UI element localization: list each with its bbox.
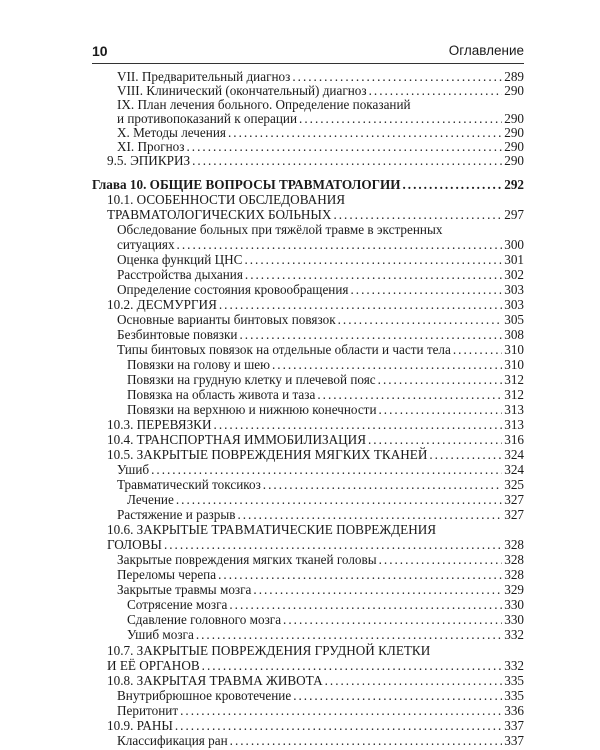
toc-entry[interactable]: Лечение ..... 327 bbox=[127, 493, 524, 507]
toc-entry[interactable]: ТРАВМАТОЛОГИЧЕСКИХ БОЛЬНЫХ ..... 297 bbox=[107, 208, 524, 222]
toc-entry[interactable]: Повязки на грудную клетку и плечевой пояс ..... 312 bbox=[127, 373, 524, 387]
toc-entry[interactable]: 10.9. РАНЫ ..... 337 bbox=[107, 719, 524, 733]
toc-entry[interactable]: Безбинтовые повязки ..... 308 bbox=[117, 328, 524, 342]
toc-entry[interactable]: Расстройства дыхания ..... 302 bbox=[117, 268, 524, 282]
toc-entry[interactable]: 10.8. ЗАКРЫТАЯ ТРАВМА ЖИВОТА ..... 335 bbox=[107, 674, 524, 688]
toc-entry[interactable]: VII. Предварительный диагноз ..... 289 bbox=[117, 70, 524, 84]
toc-entry[interactable]: Закрытые повреждения мягких тканей головы ..... 328 bbox=[117, 553, 524, 567]
toc-entry[interactable]: Определение состояния кровообращения ..... 303 bbox=[117, 283, 524, 297]
toc-entry[interactable]: Внутрибрюшное кровотечение ..... 335 bbox=[117, 689, 524, 703]
toc-entry[interactable]: и противопоказаний к операции ..... 290 bbox=[117, 112, 524, 126]
toc-entry[interactable]: X. Методы лечения ..... 290 bbox=[117, 126, 524, 140]
toc-entry[interactable]: Повязка на область живота и таза ..... 312 bbox=[127, 388, 524, 402]
toc-entry[interactable]: 10.6. ЗАКРЫТЫЕ ТРАВМАТИЧЕСКИЕ ПОВРЕЖДЕНИЯ bbox=[107, 522, 437, 537]
toc-entry[interactable]: Обследование больных при тяжёлой травме в экстренных bbox=[117, 222, 443, 237]
toc-entry[interactable]: И ЕЁ ОРГАНОВ ..... 332 bbox=[107, 659, 524, 673]
toc-entry[interactable]: 10.5. ЗАКРЫТЫЕ ПОВРЕЖДЕНИЯ МЯГКИХ ТКАНЕЙ ..... 324 bbox=[107, 448, 524, 462]
toc-entry[interactable]: Типы бинтовых повязок на отдельные области и части тела ..... 310 bbox=[117, 343, 524, 357]
toc-chapter-entry[interactable]: Глава 10. ОБЩИЕ ВОПРОСЫ ТРАВМАТОЛОГИИ ..... 292 bbox=[92, 178, 524, 192]
toc-entry[interactable]: Сотрясение мозга ..... 330 bbox=[127, 598, 524, 612]
toc-entry[interactable]: 10.2. ДЕСМУРГИЯ ..... 303 bbox=[107, 298, 524, 312]
toc-entry[interactable]: 10.1. ОСОБЕННОСТИ ОБСЛЕДОВАНИЯ bbox=[107, 192, 346, 207]
toc-entry[interactable]: Сдавление головного мозга ..... 330 bbox=[127, 613, 524, 627]
toc-entry[interactable]: 10.3. ПЕРЕВЯЗКИ ..... 313 bbox=[107, 418, 524, 432]
page-header bbox=[92, 40, 524, 62]
toc-entry[interactable]: Основные варианты бинтовых повязок ..... 305 bbox=[117, 313, 524, 327]
toc-entry[interactable]: Повязки на верхнюю и нижнюю конечности ..... 313 bbox=[127, 403, 524, 417]
toc-entry[interactable]: Оценка функций ЦНС ..... 301 bbox=[117, 253, 524, 267]
toc-entry[interactable]: Классификация ран ..... 337 bbox=[117, 734, 524, 748]
toc-entry[interactable]: XI. Прогноз ..... 290 bbox=[117, 140, 524, 154]
toc-entry[interactable]: Травматический токсикоз ..... 325 bbox=[117, 478, 524, 492]
toc-entry[interactable]: Растяжение и разрыв ..... 327 bbox=[117, 508, 524, 522]
running-title: Оглавление bbox=[448, 43, 524, 58]
header-rule bbox=[92, 63, 524, 64]
page-number: 10 bbox=[92, 43, 108, 59]
toc-entry[interactable]: ГОЛОВЫ ..... 328 bbox=[107, 538, 524, 552]
toc-entry[interactable]: 10.7. ЗАКРЫТЫЕ ПОВРЕЖДЕНИЯ ГРУДНОЙ КЛЕТКИ bbox=[107, 643, 431, 658]
toc-entry[interactable]: Переломы черепа ..... 328 bbox=[117, 568, 524, 582]
toc-entry[interactable]: IX. План лечения больного. Определение показаний bbox=[117, 97, 411, 112]
toc-entry[interactable]: Ушиб ..... 324 bbox=[117, 463, 524, 477]
toc-entry[interactable]: Закрытые травмы мозга ..... 329 bbox=[117, 583, 524, 597]
toc-entry[interactable]: Повязки на голову и шею ..... 310 bbox=[127, 358, 524, 372]
toc-entry[interactable]: Перитонит ..... 336 bbox=[117, 704, 524, 718]
toc-entry[interactable]: 9.5. ЭПИКРИЗ ..... 290 bbox=[107, 154, 524, 168]
toc-entry[interactable]: ситуациях ..... 300 bbox=[117, 238, 524, 252]
toc-entry[interactable]: Ушиб мозга ..... 332 bbox=[127, 628, 524, 642]
toc-entry[interactable]: 10.4. ТРАНСПОРТНАЯ ИММОБИЛИЗАЦИЯ ..... 316 bbox=[107, 433, 524, 447]
toc-entry[interactable]: VIII. Клинический (окончательный) диагноз ..... 290 bbox=[117, 84, 524, 98]
